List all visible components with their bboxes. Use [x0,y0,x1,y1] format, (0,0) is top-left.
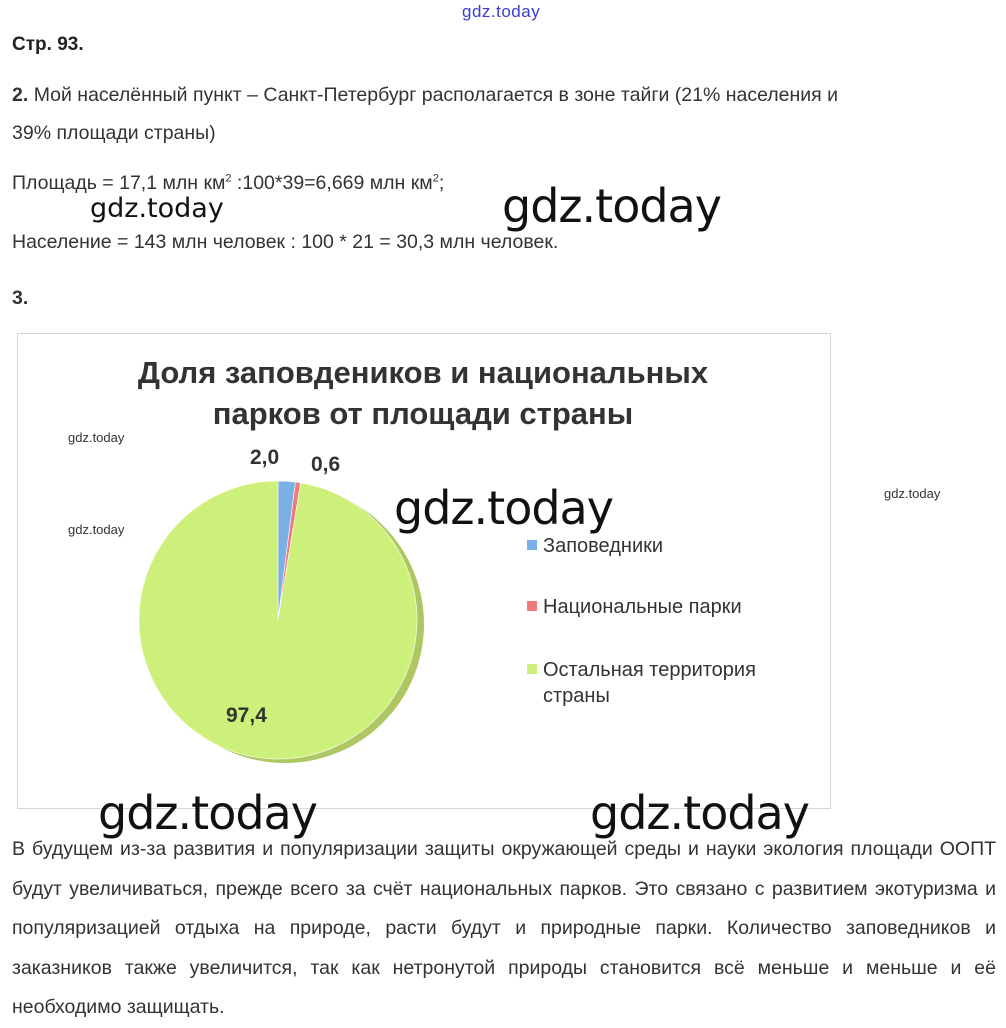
legend-swatch-nats-parki [527,601,537,611]
area-sup-2: 2 [432,172,439,185]
watermark-chart-center: gdz.today [394,481,613,535]
watermark-small-1: gdz.today [68,430,125,445]
legend-label-ostalnaya-1: Остальная территория [543,659,756,681]
watermark-bottom-left: gdz.today [98,786,317,840]
population-formula: Население = 143 млн человек : 100 * 21 = 30,3 млн человек. [12,231,559,253]
chart-title-line-2: парков от площади страны [212,396,634,431]
area-end: ; [438,172,445,194]
legend-item-nats-parki [527,596,742,619]
area-part-a: Площадь = 17,1 млн км [12,172,226,194]
legend-label-ostalnaya-2: страны [543,685,610,707]
legend-swatch-zapovedniki [527,540,537,550]
page-heading: Стр. 93. [12,34,84,55]
legend-label-zapovedniki: Заповедники [543,535,664,557]
task2-line2: 39% площади страны) [12,122,216,144]
data-label-ostalnaya: 97,4 [226,704,267,727]
task3-number: 3. [12,287,29,309]
legend-item-ostalnaya [527,657,756,709]
legend-label-nats-parki: Национальные парки [543,596,742,618]
watermark-area-right: gdz.today [502,179,721,233]
watermark-top: gdz.today [462,2,541,21]
task2-text-line1: Мой населённый пункт – Санкт-Петербург располагается в зоне тайги (21% населения и [33,84,839,106]
conclusion-paragraph: В будущем из-за развития и популяризации защиты окружающей среды и науки экология площади ООПТ будут увеличиваться, прежде всего за счёт национальных парков. Это связано с развитием экотуризма и популяризацией отдыха на природе, расти будут и природные парки. Количество заповедников и заказников также увеличится, так как нетронутой природы становится всё меньше и меньше и её необходимо защищать. [12,838,996,1018]
data-label-nats-parki: 0,6 [311,453,341,476]
watermark-small-2: gdz.today [68,522,125,537]
watermark-area-left: gdz.today [90,193,224,224]
data-label-zapovedniki: 2,0 [250,446,280,469]
legend-swatch-ostalnaya [527,664,537,674]
watermark-small-3: gdz.today [884,486,941,501]
area-part-b: :100*39=6,669 млн км [231,172,433,194]
pie-slice-ostalnaya [139,481,417,759]
legend-item-zapovedniki [527,535,663,558]
chart-title-line-1: Доля заповдеников и национальных [137,355,709,390]
area-sup-1: 2 [225,172,232,185]
watermark-bottom-right: gdz.today [590,786,809,840]
task2-number: 2. [12,84,29,106]
